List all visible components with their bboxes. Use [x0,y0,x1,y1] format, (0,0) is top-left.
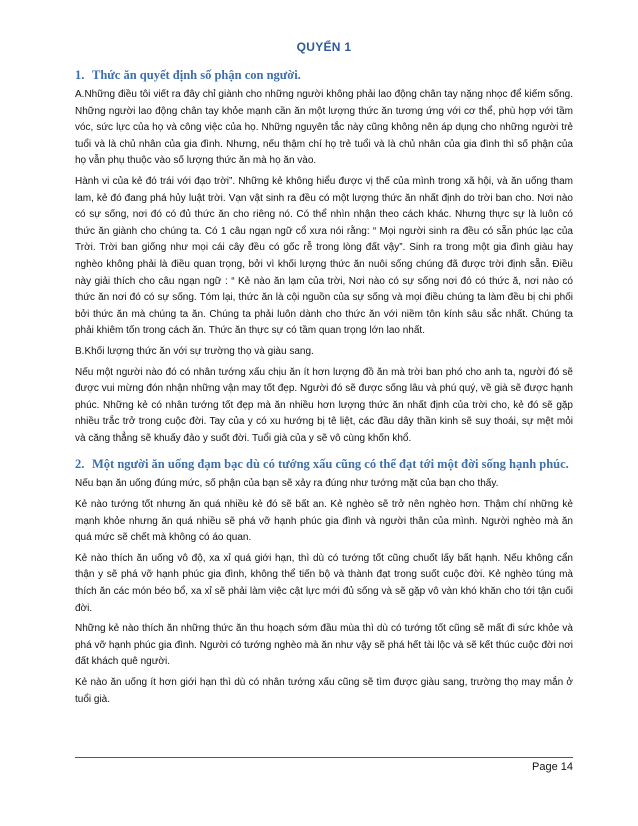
paragraph: Hành vi của kẻ đó trái với đạo trời”. Những kẻ không hiểu được vị thế của mình trong xã hội, và ăn uống tham lam, kẻ đó đang phá hủy luật trời. Vạn vật sinh ra đều có một lượng thức ăn nhất định do trời ban cho. Nơi nào có sự sống, nơi đó có đủ thức ăn cho riêng nó. Có thể nhìn nhận theo cách khác. Nhưng thực sự là luôn có thức ăn giành cho chúng ta. Có 1 câu ngạn ngữ cổ xưa nói rằng: “ Mọi người sinh ra đều có sẵn phúc lạc của Trời. Trời ban giống như mọi cái cây đều có gốc rễ trong lòng đất vậy”. Sinh ra trong một gia đình giàu hay nghèo không phải là điều quan trọng, bởi vì khối lượng thức ăn nuôi sống chúng đã được trời định sẵn. Điều này giải thích cho câu ngạn ngữ : “ Kẻ nào ăn lạm của trời, Nơi nào có sự sống nơi đó có thức ă, nơi nào có thức ăn nơi đó có sự sống. Tóm lại, thức ăn là cội nguồn của sự sống và mọi điều chúng ta làm đều bị chi phối bởi thức ăn mà chúng ta ăn. Chúng ta phải luôn dành cho thức ăn với niềm tôn kính sâu sắc nhất. Chúng ta phải khiêm tốn trong cách ăn. Thức ăn thực sự có tầm quan trọng lớn lao nhất. [75,175,573,337]
section-1-heading [75,68,573,83]
page-footer [75,757,573,773]
section-2-heading-text: Một người ăn uống đạm bạc dù có tướng xấu cũng có thể đạt tới một đời sống hạnh phúc. [92,457,569,472]
paragraph: A.Những điều tôi viết ra đây chỉ giành cho những người không phải lao động chân tay nặng nhọc để kiếm sống. Những người lao động chân tay khỏe mạnh cần ăn một lượng thức ăn tương ứng với cơ thể, phù hợp với tầm vóc, sức lực của họ và công việc của họ. Những nguyên tắc này cũng không nên áp dụng cho những người trẻ tuổi và là chủ nhân của gia đình. Nhưng, nếu thậm chí họ trẻ tuổi và là chủ nhân của gia đình thì số phận của họ vẫn phụ thuộc vào số lượng thức ăn mà họ ăn vào. [75,89,573,167]
paragraph: Kẻ nào thích ăn uống vô độ, xa xỉ quá giới hạn, thì dù có tướng tốt cũng chuốt lấy bất hạnh. Nếu không cẩn thận y sẽ phá vỡ hạnh phúc gia đình, không thể tiến bộ và thành đạt trong suốt cuộc đời. Kẻ nghèo túng mà thích ăn các món béo bổ, xa xỉ sẽ phải làm việc cật lực mới đủ sống và sẽ gặp vô vàn khó khăn cho tới tận cuối đời. [75,552,573,614]
paragraph: Nếu bạn ăn uống đúng mức, số phận của bạn sẽ xảy ra đúng như tướng mặt của bạn cho thấy. [75,478,499,490]
subheading-b: B.Khối lượng thức ăn với sự trường thọ và giàu sang. [75,345,314,357]
page-number: Page 14 [532,761,573,773]
document-page [75,40,573,712]
section-1-number: 1. [75,68,85,82]
paragraph: Kẻ nào ăn uống ít hơn giới hạn thì dù có nhân tướng xấu cũng sẽ tìm được giàu sang, trường thọ may mắn ở tuổi già. [75,677,573,705]
section-2-number: 2. [75,457,85,472]
paragraph: Kẻ nào tướng tốt nhưng ăn quá nhiều kẻ đó sẽ bất an. Kẻ nghèo sẽ trở nên nghèo hơn. Thậm chí những kẻ mạnh khỏe nhưng ăn quá nhiều sẽ phá vỡ hạnh phúc gia đình và người thân của mình. Người nghèo mà ăn quá mức sẽ chết mà không có áo quan. [75,499,573,544]
section-2-heading [75,457,573,472]
paragraph: Những kẻ nào thích ăn những thức ăn thu hoạch sớm đầu mùa thì dù có tướng tốt cũng sẽ mất đi sức khỏe và phá vỡ hạnh phúc gia đình. Người có tướng nghèo mà ăn như vậy sẽ phá hết tài lộc và sẽ kết thúc cuộc đời nơi đất khách quê người. [75,623,573,668]
paragraph: Nếu một người nào đó có nhân tướng xấu chịu ăn ít hơn lượng đồ ăn mà trời ban phó cho anh ta, người đó sẽ được vui mừng đón nhận những vận may tốt đẹp. Người đó sẽ được sống lâu và phú quý, về già sẽ được hạnh phúc. Những kẻ có nhân tướng tốt đẹp mà ăn nhiều hơn lượng thức ăn nhất định của trời cho, kẻ đó sẽ gặp nhiều trắc trở trong cuộc đời. Tay của y có xu hướng bị tê liệt, các đầu dây thần kinh sẽ suy thoái, sự mệt mỏi và căng thẳng sẽ khuấy đảo y suốt đời. Tuổi già của y sẽ vô cùng khốn khổ. [75,366,573,444]
document-title: QUYỂN 1 [296,40,352,54]
section-1-heading-text: Thức ăn quyết định số phận con người. [92,68,301,82]
